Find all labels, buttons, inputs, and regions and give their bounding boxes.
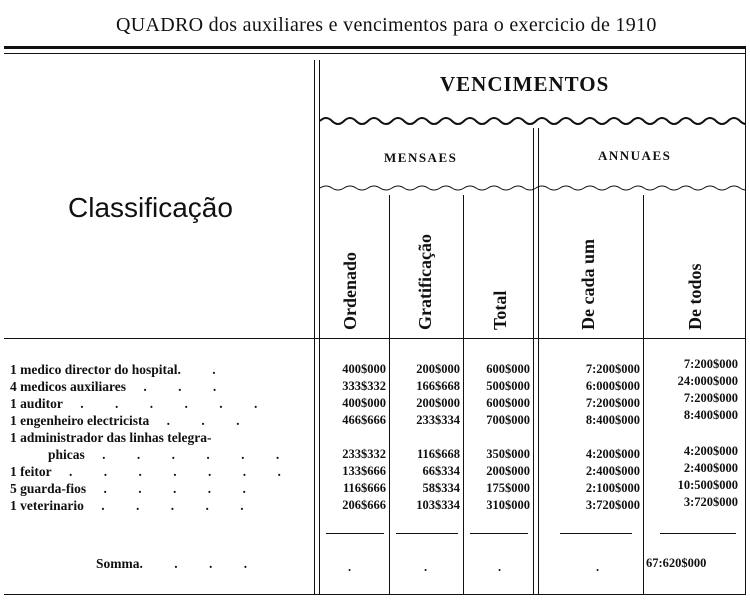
cell-de-cada-um: 2:400$000 <box>585 464 640 478</box>
col-divider-annuaes <box>643 195 644 594</box>
right-border <box>745 46 746 595</box>
somma-total: 67:620$000 <box>646 556 707 570</box>
cell-ordenado: 466$666 <box>342 413 386 427</box>
cell-total: 350$000 <box>486 447 530 461</box>
class-divider-2 <box>319 60 320 594</box>
group-divider-2 <box>538 128 539 594</box>
cell-ordenado: 333$332 <box>342 379 386 393</box>
cell-total: 500$000 <box>486 379 530 393</box>
col-header-gratificacao: Gratificação <box>415 234 435 330</box>
cell-de-todos: 10:500$000 <box>677 478 738 492</box>
cell-de-todos: 8:400$000 <box>683 408 738 422</box>
cell-ordenado: 233$332 <box>342 447 386 461</box>
header-bottom-rule <box>4 338 746 339</box>
col-divider-gratificacao <box>463 195 464 594</box>
table-title: QUADRO dos auxiliares e vencimentos para o exercicio de 1910 <box>116 14 657 36</box>
somma-rule <box>470 533 528 534</box>
somma-rule <box>326 533 384 534</box>
cell-gratificacao: 58$334 <box>422 481 460 495</box>
col-header-de-cada-um: De cada um <box>578 239 598 330</box>
somma-dot-ordenado: . <box>348 560 352 574</box>
somma-rule <box>660 533 736 534</box>
cell-gratificacao: 200$000 <box>416 362 460 376</box>
row-label-2: 4 medicos auxiliares . . . <box>10 379 231 394</box>
cell-ordenado: 206$666 <box>342 498 386 512</box>
col-divider-ordenado <box>389 195 390 594</box>
class-divider-1 <box>314 60 315 594</box>
cell-de-cada-um: 3:720$000 <box>585 498 640 512</box>
col-header-de-todos: De todos <box>685 263 705 330</box>
row-label-1: 1 medico director do hospital. . <box>10 362 230 377</box>
cell-gratificacao: 200$000 <box>416 396 460 410</box>
cell-de-todos: 7:200$000 <box>683 357 738 371</box>
cell-total: 200$000 <box>486 464 530 478</box>
bottom-rule <box>4 594 746 595</box>
cell-gratificacao: 66$334 <box>422 464 460 478</box>
cell-de-cada-um: 7:200$000 <box>585 362 640 376</box>
wave-rule-vencimentos <box>320 116 746 126</box>
cell-ordenado: 400$000 <box>342 396 386 410</box>
cell-ordenado: 133$666 <box>342 464 386 478</box>
row-label-5: 1 administrador das linhas telegra- <box>10 430 212 445</box>
somma-dot-total: . <box>498 560 502 574</box>
row-label-3: 1 auditor . . . . . . <box>10 396 272 411</box>
top-rule-thick <box>4 46 746 49</box>
row-label-7: 5 guarda-fios . . . . . <box>10 481 260 496</box>
somma-label: Somma. . . . <box>96 556 262 571</box>
cell-de-cada-um: 2:100$000 <box>585 481 640 495</box>
somma-rule <box>560 533 632 534</box>
header-vencimentos: VENCIMENTOS <box>440 72 610 96</box>
cell-gratificacao: 116$668 <box>416 447 460 461</box>
col-header-ordenado: Ordenado <box>340 251 360 330</box>
cell-total: 310$000 <box>486 498 530 512</box>
header-mensaes: MENSAES <box>384 150 458 165</box>
header-classificacao: Classificação <box>68 192 233 223</box>
cell-total: 700$000 <box>486 413 530 427</box>
somma-dot-gratificacao: . <box>424 560 428 574</box>
cell-total: 600$000 <box>486 362 530 376</box>
group-divider-1 <box>533 128 534 594</box>
cell-gratificacao: 233$334 <box>416 413 460 427</box>
cell-de-todos: 24:000$000 <box>677 374 738 388</box>
somma-dot-de-cada-um: . <box>596 560 600 574</box>
cell-de-cada-um: 4:200$000 <box>585 447 640 461</box>
cell-gratificacao: 166$668 <box>416 379 460 393</box>
cell-de-todos: 4:200$000 <box>683 444 738 458</box>
row-label-4: 1 engenheiro electricista . . . <box>10 413 254 428</box>
cell-de-cada-um: 7:200$000 <box>585 396 640 410</box>
cell-total: 600$000 <box>486 396 530 410</box>
wave-rule-subgroups <box>320 184 746 192</box>
cell-total: 175$000 <box>486 481 530 495</box>
cell-de-cada-um: 8:400$000 <box>585 413 640 427</box>
row-label-8: 1 veterinario . . . . . <box>10 498 258 513</box>
somma-rule <box>396 533 458 534</box>
cell-gratificacao: 103$334 <box>416 498 460 512</box>
cell-ordenado: 400$000 <box>342 362 386 376</box>
row-label-5b: phicas . . . . . . <box>48 447 294 462</box>
header-annuaes: ANNUAES <box>598 148 672 163</box>
col-header-total: Total <box>490 290 510 330</box>
row-label-6: 1 feitor . . . . . . . <box>10 464 295 479</box>
cell-de-todos: 2:400$000 <box>683 461 738 475</box>
cell-de-todos: 7:200$000 <box>683 391 738 405</box>
cell-ordenado: 116$666 <box>342 481 386 495</box>
cell-de-cada-um: 6:000$000 <box>585 379 640 393</box>
cell-de-todos: 3:720$000 <box>683 495 738 509</box>
top-rule-thin <box>4 53 746 54</box>
